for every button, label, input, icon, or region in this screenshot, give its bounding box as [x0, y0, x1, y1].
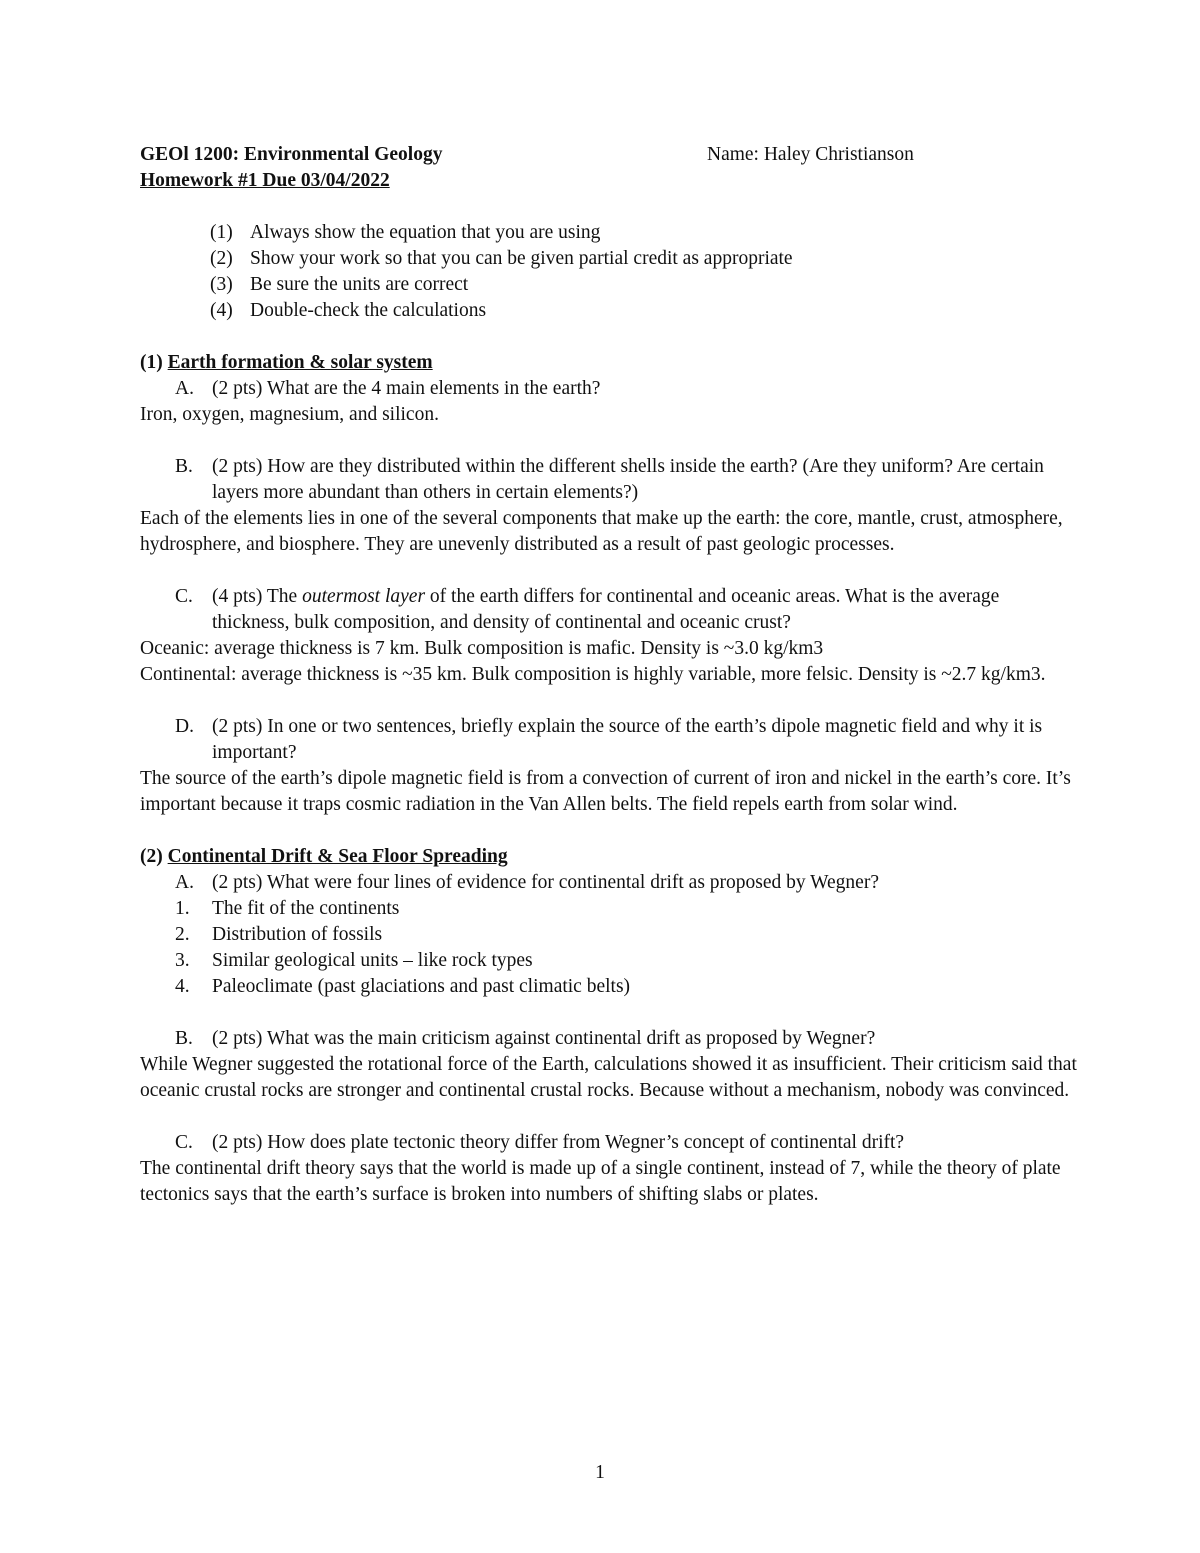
list-number: 3. — [175, 950, 190, 971]
instructions-list — [210, 220, 793, 324]
answer-c: The continental drift theory says that the world is made up of a single continent, instead of 7, while the theory of plate tectonics says that the earth’s surface is broken into numbers of shifting slabs or plates. — [140, 1158, 1061, 1205]
question-letter: A. — [175, 378, 194, 399]
question-text: (2 pts) What were four lines of evidence for continental drift as proposed by Wegner? — [212, 872, 879, 893]
course-title: GEOl 1200: Environmental Geology — [140, 144, 443, 165]
question-text: (2 pts) What are the 4 main elements in the earth? — [212, 378, 601, 399]
question-text: (4 pts) The outermost layer of the earth differs for continental and oceanic areas. What is the average thickness, bulk composition, and density of continental and oceanic crust? — [212, 586, 1000, 633]
list-item — [140, 974, 1080, 1000]
section-title: Continental Drift & Sea Floor Spreading — [167, 846, 508, 867]
emphasis-text: outermost layer — [302, 586, 426, 607]
question-letter: D. — [175, 716, 194, 737]
list-text: Paleoclimate (past glaciations and past climatic belts) — [212, 976, 631, 997]
question-b — [140, 1026, 1080, 1052]
question-letter: C. — [175, 1132, 193, 1153]
question-a — [140, 870, 1080, 896]
homework-line — [140, 168, 1100, 194]
answer-a: Iron, oxygen, magnesium, and silicon. — [140, 404, 439, 425]
question-text: (2 pts) How are they distributed within the different shells inside the earth? (Are they uniform? Are certain layers more abundant than others in certain elements?) — [212, 456, 1044, 503]
question-b — [140, 454, 1080, 506]
answer-b: While Wegner suggested the rotational force of the Earth, calculations showed it as insufficient. Their criticism said that oceanic crustal rocks are stronger and continental crustal rocks. Because without a mechanism, nobody was convinced. — [140, 1054, 1077, 1101]
list-item — [140, 948, 1080, 974]
answer-b: Each of the elements lies in one of the several components that make up the earth: the core, mantle, crust, atmosphere, hydrosphere, and biosphere. They are unevenly distributed as a result of past geologic processes. — [140, 508, 1063, 555]
list-item — [140, 896, 1080, 922]
instruction-item — [210, 272, 793, 298]
instruction-item — [210, 220, 793, 246]
answer-c-continental: Continental: average thickness is ~35 km. Bulk composition is highly variable, more felsic. Density is ~2.7 kg/km3. — [140, 664, 1046, 685]
question-c — [140, 584, 1080, 636]
instruction-number: (2) — [210, 248, 233, 269]
question-c — [140, 1130, 1080, 1156]
question-letter: C. — [175, 586, 193, 607]
instruction-item — [210, 298, 793, 324]
list-text: Distribution of fossils — [212, 924, 383, 945]
question-a — [140, 376, 1080, 402]
instruction-text: Always show the equation that you are using — [250, 222, 601, 243]
answer-c-oceanic: Oceanic: average thickness is 7 km. Bulk composition is mafic. Density is ~3.0 kg/km3 — [140, 638, 824, 659]
question-letter: A. — [175, 872, 194, 893]
course-line — [140, 142, 1100, 168]
instruction-text: Double-check the calculations — [250, 300, 487, 321]
homework-title: Homework #1 Due 03/04/2022 — [140, 170, 390, 191]
question-letter: B. — [175, 456, 193, 477]
list-text: The fit of the continents — [212, 898, 400, 919]
list-number: 1. — [175, 898, 190, 919]
question-d — [140, 714, 1080, 766]
section-title: Earth formation & solar system — [167, 352, 433, 373]
instruction-number: (4) — [210, 300, 233, 321]
list-number: 2. — [175, 924, 190, 945]
question-text: (2 pts) What was the main criticism against continental drift as proposed by Wegner? — [212, 1028, 876, 1049]
document-body — [140, 350, 1080, 1208]
section-heading — [140, 350, 1080, 376]
instruction-number: (1) — [210, 222, 233, 243]
student-name: Name: Haley Christianson — [707, 144, 914, 165]
instruction-number: (3) — [210, 274, 233, 295]
instruction-text: Show your work so that you can be given partial credit as appropriate — [250, 248, 793, 269]
section-number: (2) — [140, 846, 163, 867]
page-number: 1 — [595, 1462, 605, 1483]
answer-d: The source of the earth’s dipole magnetic field is from a convection of current of iron and nickel in the earth’s core. It’s important because it traps cosmic radiation in the Van Allen belts. The field repels earth from solar wind. — [140, 768, 1071, 815]
section-number: (1) — [140, 352, 163, 373]
question-letter: B. — [175, 1028, 193, 1049]
instruction-item — [210, 246, 793, 272]
section-heading — [140, 844, 1080, 870]
question-text: (2 pts) In one or two sentences, briefly explain the source of the earth’s dipole magnetic field and why it is important? — [212, 716, 1043, 763]
list-text: Similar geological units – like rock types — [212, 950, 533, 971]
document-header — [140, 142, 1100, 194]
list-item — [140, 922, 1080, 948]
question-text: (2 pts) How does plate tectonic theory differ from Wegner’s concept of continental drift? — [212, 1132, 905, 1153]
list-number: 4. — [175, 976, 190, 997]
instruction-text: Be sure the units are correct — [250, 274, 469, 295]
